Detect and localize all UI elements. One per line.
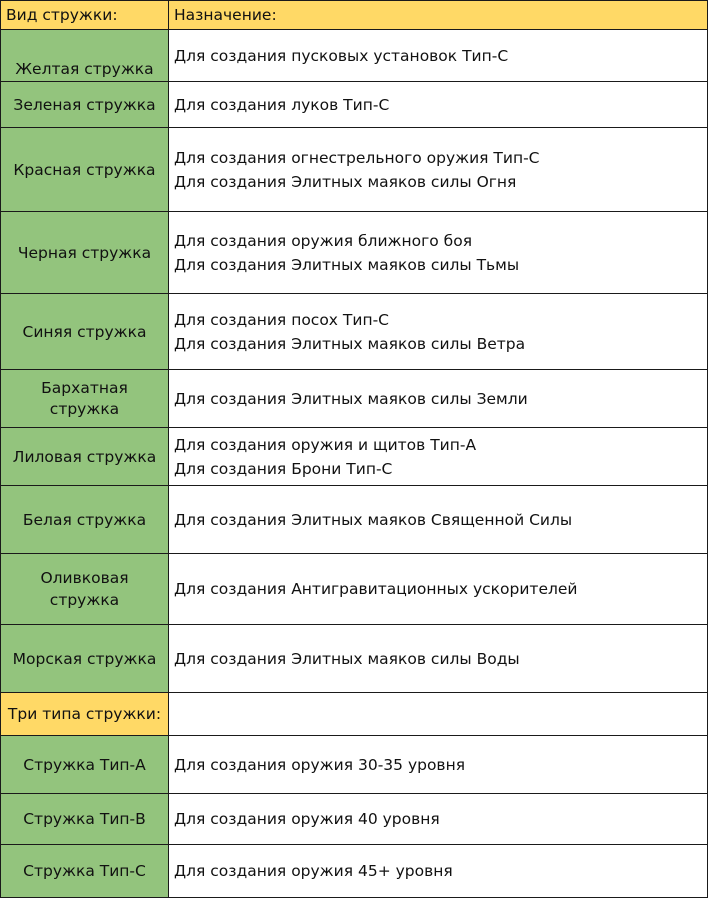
header-type-cell[interactable]: Вид стружки:: [1, 1, 169, 30]
purpose-line: Для создания огнестрельного оружия Тип-С: [174, 148, 540, 167]
type-cell[interactable]: Синяя стружка: [1, 294, 169, 370]
purpose-line: Для создания оружия 45+ уровня: [174, 862, 453, 880]
table-row: [1, 736, 708, 794]
type-cell[interactable]: Бархатная стружка: [1, 370, 169, 428]
purpose-line: Для создания оружия ближного боя: [174, 231, 473, 250]
table-row: [1, 30, 708, 82]
section-header-row: [1, 693, 708, 736]
type-cell[interactable]: Оливковая стружка: [1, 554, 169, 625]
type-cell[interactable]: Морская стружка: [1, 625, 169, 693]
header-row: [1, 1, 708, 30]
type-cell[interactable]: Желтая стружка: [1, 30, 169, 82]
table-row: [1, 294, 708, 370]
type-cell[interactable]: Черная стружка: [1, 212, 169, 294]
purpose-line: Для создания Элитных маяков силы Воды: [174, 649, 520, 668]
purpose-cell[interactable]: [169, 428, 708, 486]
type-cell[interactable]: Стружка Тип-А: [1, 736, 169, 794]
purpose-line: Для создания Элитных маяков силы Земли: [174, 389, 528, 408]
purpose-cell[interactable]: [169, 212, 708, 294]
purpose-line: Для создания пусковых установок Тип-С: [174, 46, 509, 65]
purpose-cell[interactable]: [169, 794, 708, 845]
purpose-cell[interactable]: [169, 128, 708, 212]
purpose-cell[interactable]: [169, 294, 708, 370]
type-cell[interactable]: Стружка Тип-В: [1, 794, 169, 845]
table-row: [1, 82, 708, 128]
purpose-line: Для создания Антигравитационных ускорителей: [174, 580, 578, 598]
purpose-cell[interactable]: [169, 736, 708, 794]
purpose-line: Для создания оружия 40 уровня: [174, 810, 440, 828]
section-header-cell[interactable]: Три типа стружки:: [1, 693, 169, 736]
purpose-line: Для создания оружия и щитов Тип-А: [174, 435, 477, 454]
type-cell[interactable]: Стружка Тип-С: [1, 845, 169, 898]
section-header-empty-cell[interactable]: [169, 693, 708, 736]
table-row: [1, 794, 708, 845]
table-row: [1, 212, 708, 294]
table-row: [1, 845, 708, 898]
purpose-line: Для создания Элитных маяков силы Тьмы: [174, 255, 520, 274]
table-row: [1, 625, 708, 693]
purpose-line: Для создания Брони Тип-С: [174, 459, 393, 478]
purpose-line: Для создания оружия 30-35 уровня: [174, 755, 466, 774]
purpose-line: Для создания Элитных маяков силы Огня: [174, 172, 517, 191]
table-row: [1, 428, 708, 486]
table-row: [1, 554, 708, 625]
purpose-cell[interactable]: [169, 554, 708, 625]
purpose-line: Для создания луков Тип-С: [174, 95, 390, 114]
type-cell[interactable]: Белая стружка: [1, 486, 169, 554]
purpose-cell[interactable]: [169, 30, 708, 82]
purpose-cell[interactable]: [169, 82, 708, 128]
header-purpose-cell[interactable]: Назначение:: [169, 1, 708, 30]
table-row: [1, 486, 708, 554]
table-row: [1, 128, 708, 212]
table-row: [1, 370, 708, 428]
purpose-cell[interactable]: [169, 625, 708, 693]
purpose-cell[interactable]: [169, 845, 708, 898]
purpose-line: Для создания Элитных маяков Священной Силы: [174, 510, 573, 529]
purpose-cell[interactable]: [169, 486, 708, 554]
type-cell[interactable]: Красная стружка: [1, 128, 169, 212]
purpose-line: Для создания Элитных маяков силы Ветра: [174, 334, 526, 353]
type-cell[interactable]: Лиловая стружка: [1, 428, 169, 486]
type-cell[interactable]: Зеленая стружка: [1, 82, 169, 128]
purpose-cell[interactable]: [169, 370, 708, 428]
purpose-line: Для создания посох Тип-С: [174, 310, 390, 329]
